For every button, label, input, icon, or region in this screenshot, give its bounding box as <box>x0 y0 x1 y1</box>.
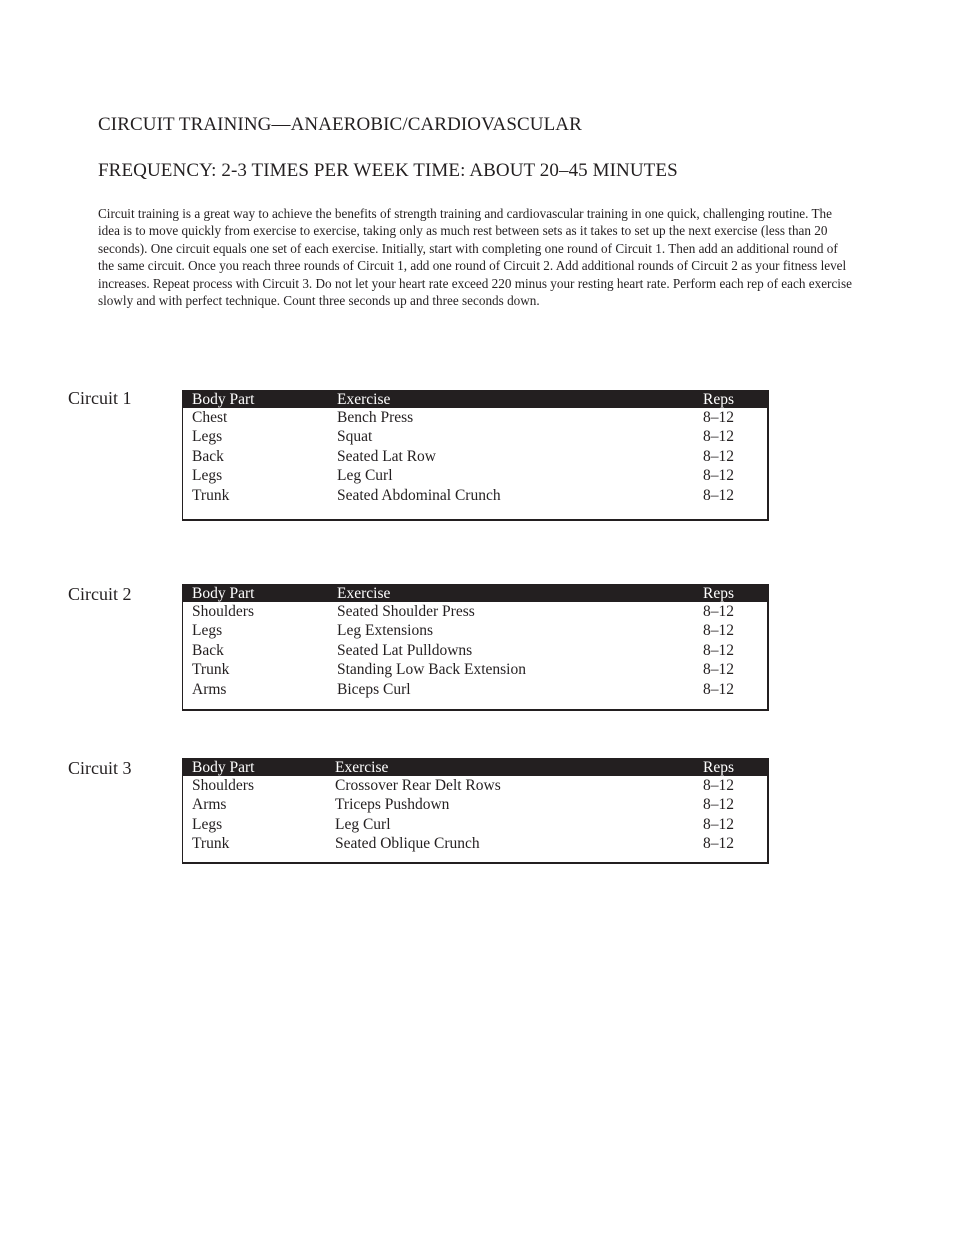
table-row <box>183 427 767 446</box>
exercise-cell: Standing Low Back Extension <box>337 661 526 679</box>
body-part-cell: Shoulders <box>192 603 254 620</box>
body-part-cell: Legs <box>192 622 223 640</box>
reps-cell: 8–12 <box>703 603 734 620</box>
intro-paragraph: Circuit training is a great way to achieve the benefits of strength training and cardiovascular training in one quick, challenging routine. The idea is to move quickly from exercise to exercise, taking only as much rest between sets as it takes to set up the next exercise (less than 20 seconds). One circuit equals one set of each exercise. Initially, start with completing one round of Circuit 1. Then add an additional round of the same circuit. Once you reach three rounds of Circuit 1, add one round of Circuit 2. Add additional rounds of Circuit 2 as your fitness level increases. Repeat process with Circuit 3. Do not let your heart rate exceed 220 minus your resting heart rate. Perform each rep of each exercise slowly and with perfect technique. Count three seconds up and three seconds down. <box>98 206 852 309</box>
header-reps: Reps <box>703 391 734 408</box>
table-row <box>183 660 767 679</box>
exercise-cell: Leg Curl <box>335 815 391 833</box>
header-reps: Reps <box>703 585 734 602</box>
circuit-1-label: Circuit 1 <box>68 388 132 408</box>
exercise-cell: Crossover Rear Delt Rows <box>335 777 501 794</box>
reps-cell: 8–12 <box>703 661 734 679</box>
exercise-cell: Squat <box>337 428 373 446</box>
exercise-cell: Seated Abdominal Crunch <box>337 486 501 504</box>
page-title: CIRCUIT TRAINING—ANAEROBIC/CARDIOVASCULAR <box>98 114 582 135</box>
body-part-cell: Trunk <box>192 835 230 853</box>
header-exercise: Exercise <box>335 759 389 776</box>
exercise-cell: Leg Curl <box>337 467 393 485</box>
reps-cell: 8–12 <box>703 835 734 853</box>
table-row <box>183 641 767 660</box>
header-body-part: Body Part <box>192 391 255 408</box>
header-body-part: Body Part <box>192 585 255 602</box>
exercise-cell: Seated Shoulder Press <box>337 603 475 620</box>
header-reps: Reps <box>703 759 734 776</box>
exercise-cell: Bench Press <box>337 409 414 426</box>
table-row <box>183 680 767 699</box>
table-row <box>183 486 767 505</box>
body-part-cell: Legs <box>192 428 223 446</box>
body-part-cell: Back <box>192 447 224 465</box>
table-row <box>183 834 767 853</box>
table-header <box>183 758 767 776</box>
body-part-cell: Arms <box>192 796 227 814</box>
body-part-cell: Trunk <box>192 486 230 504</box>
body-part-cell: Chest <box>192 409 228 426</box>
header-exercise: Exercise <box>337 391 391 408</box>
table-row <box>183 776 767 795</box>
reps-cell: 8–12 <box>703 428 734 446</box>
header-exercise: Exercise <box>337 585 391 602</box>
frequency-time-heading: FREQUENCY: 2-3 TIMES PER WEEK TIME: ABOUT 20–45 MINUTES <box>98 160 678 181</box>
exercise-cell: Leg Extensions <box>337 622 433 640</box>
reps-cell: 8–12 <box>703 796 734 814</box>
table-header <box>183 584 767 602</box>
exercise-cell: Seated Lat Row <box>337 447 437 465</box>
table-row <box>183 795 767 814</box>
table-row <box>183 466 767 485</box>
exercise-cell: Seated Lat Pulldowns <box>337 641 473 659</box>
circuit-2-label: Circuit 2 <box>68 584 132 604</box>
reps-cell: 8–12 <box>703 447 734 465</box>
table-row <box>183 621 767 640</box>
reps-cell: 8–12 <box>703 641 734 659</box>
header-body-part: Body Part <box>192 759 255 776</box>
exercise-cell: Biceps Curl <box>337 680 411 698</box>
circuit-1-table <box>182 390 769 521</box>
body-part-cell: Back <box>192 641 224 659</box>
table-row <box>183 408 767 427</box>
circuit-2-table <box>182 584 769 711</box>
reps-cell: 8–12 <box>703 622 734 640</box>
body-part-cell: Legs <box>192 467 223 485</box>
reps-cell: 8–12 <box>703 409 734 426</box>
body-part-cell: Shoulders <box>192 777 254 794</box>
reps-cell: 8–12 <box>703 467 734 485</box>
circuit-3-label: Circuit 3 <box>68 758 132 778</box>
table-row <box>183 602 767 621</box>
circuit-3-table <box>182 758 769 864</box>
reps-cell: 8–12 <box>703 486 734 504</box>
reps-cell: 8–12 <box>703 680 734 698</box>
body-part-cell: Trunk <box>192 661 230 679</box>
table-row <box>183 815 767 834</box>
body-part-cell: Legs <box>192 815 223 833</box>
table-header <box>183 390 767 408</box>
reps-cell: 8–12 <box>703 815 734 833</box>
body-part-cell: Arms <box>192 680 227 698</box>
exercise-cell: Triceps Pushdown <box>335 796 450 814</box>
exercise-cell: Seated Oblique Crunch <box>335 835 480 853</box>
reps-cell: 8–12 <box>703 777 734 794</box>
table-row <box>183 447 767 466</box>
